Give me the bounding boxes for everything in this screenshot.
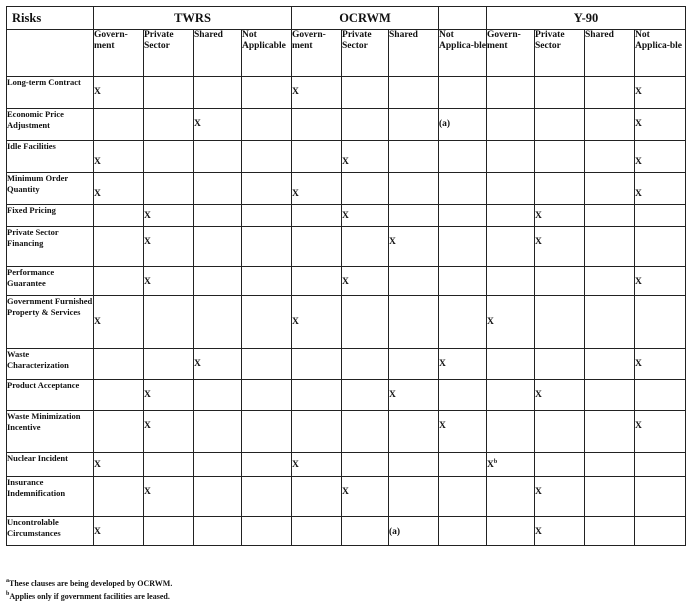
cell-mark: X: [94, 87, 101, 97]
table-cell: [194, 77, 242, 109]
subheader-ocrwm-not-applicable: Not Applica-ble: [439, 30, 487, 77]
table-row: [7, 296, 686, 349]
table-cell: [242, 141, 292, 173]
table-cell: [439, 517, 487, 546]
table-cell: [439, 349, 487, 380]
cell-mark: X: [535, 390, 542, 400]
subheader-y90-shared: Shared: [585, 30, 635, 77]
subheader-blank: [7, 30, 94, 77]
footnote-b-text: Applies only if government facilities are leased.: [9, 592, 170, 601]
footnote-b-ref: b: [493, 459, 498, 465]
subheader-twrs-private: Private Sector: [144, 30, 194, 77]
table-cell: [144, 380, 194, 411]
table-cell: [635, 296, 686, 349]
table-cell: [439, 380, 487, 411]
table-cell: [144, 453, 194, 477]
table-cell: [635, 349, 686, 380]
table-row: [7, 477, 686, 517]
subheader-y90-private: Private Sector: [535, 30, 585, 77]
table-cell: [292, 296, 342, 349]
risk-label: Uncontrolable Circumstances: [7, 517, 94, 546]
table-cell: [535, 227, 585, 267]
subheader-twrs-not-applicable: Not Applicable: [242, 30, 292, 77]
table-row: [7, 517, 686, 546]
table-cell: [439, 141, 487, 173]
table-row: [7, 453, 686, 477]
table-row: [7, 380, 686, 411]
table-cell: [535, 173, 585, 205]
table-cell: [194, 411, 242, 453]
table-cell: [342, 109, 389, 141]
cell-mark: X: [94, 157, 101, 167]
table-cell: [144, 296, 194, 349]
table-cell: [194, 141, 242, 173]
risk-label: Insurance Indemnification: [7, 477, 94, 517]
table-cell: [144, 477, 194, 517]
table-cell: [94, 205, 144, 227]
table-cell: [342, 380, 389, 411]
table-cell: [389, 141, 439, 173]
table-cell: [487, 296, 535, 349]
cell-mark: X: [342, 157, 349, 167]
table-cell: [342, 77, 389, 109]
table-cell: [585, 453, 635, 477]
table-cell: [94, 380, 144, 411]
group-header-twrs: TWRS: [94, 7, 292, 30]
subheader-ocrwm-private: Private Sector: [342, 30, 389, 77]
cell-mark: X: [144, 277, 151, 287]
footnotes: [6, 576, 172, 602]
table-cell: [144, 173, 194, 205]
cell-mark: X: [535, 527, 542, 537]
table-row: [7, 227, 686, 267]
table-cell: [439, 227, 487, 267]
table-cell: [487, 173, 535, 205]
table-cell: [389, 109, 439, 141]
table-cell: [635, 109, 686, 141]
table-cell: [487, 517, 535, 546]
risk-label: Government Furnished Property & Services: [7, 296, 94, 349]
table-cell: [487, 477, 535, 517]
table-cell: [144, 227, 194, 267]
table-cell: [389, 227, 439, 267]
table-cell: [194, 267, 242, 296]
table-cell: [585, 477, 635, 517]
subheader-y90-government: Govern-ment: [487, 30, 535, 77]
table-cell: [292, 77, 342, 109]
table-cell: [94, 477, 144, 517]
table-cell: [635, 77, 686, 109]
table-cell: [585, 411, 635, 453]
table-cell: [585, 227, 635, 267]
table-cell: [342, 477, 389, 517]
cell-mark: X: [439, 421, 446, 431]
cell-mark: X: [635, 359, 642, 369]
table-row: [7, 411, 686, 453]
table-cell: [242, 77, 292, 109]
table-cell: [487, 267, 535, 296]
cell-mark: X: [144, 390, 151, 400]
footnote-b-marker: b: [6, 591, 10, 597]
table-cell: [535, 141, 585, 173]
table-cell: [144, 141, 194, 173]
table-cell: [194, 453, 242, 477]
table-cell: [194, 227, 242, 267]
table-cell: [292, 411, 342, 453]
cell-mark: X: [292, 189, 299, 199]
footnote-a-marker: a: [6, 578, 9, 584]
risks-column-header: Risks: [7, 7, 94, 30]
table-cell: [242, 411, 292, 453]
table-cell: [487, 349, 535, 380]
table-cell: [94, 267, 144, 296]
table-row: [7, 173, 686, 205]
cell-mark: X: [342, 277, 349, 287]
group-header-y90: Y-90: [487, 7, 686, 30]
table-cell: [144, 77, 194, 109]
table-cell: [342, 227, 389, 267]
cell-mark: X: [635, 189, 642, 199]
table-cell: [144, 205, 194, 227]
table-cell: [194, 349, 242, 380]
table-cell: [292, 109, 342, 141]
table-cell: [292, 267, 342, 296]
table-cell: [389, 173, 439, 205]
table-cell: [194, 296, 242, 349]
cell-mark: X: [292, 317, 299, 327]
cell-mark: X: [292, 459, 299, 470]
table-cell: [194, 517, 242, 546]
table-cell: [487, 205, 535, 227]
table-cell: [585, 205, 635, 227]
cell-mark: X: [535, 487, 542, 497]
table-cell: [242, 517, 292, 546]
table-cell: [635, 411, 686, 453]
risk-allocation-table: [6, 6, 686, 546]
table-cell: [439, 205, 487, 227]
cell-mark: X: [535, 210, 542, 221]
table-cell: [292, 141, 342, 173]
footnote-a-text: These clauses are being developed by OCRWM.: [9, 579, 173, 588]
table-cell: [487, 109, 535, 141]
table-cell: [242, 227, 292, 267]
table-cell: [535, 109, 585, 141]
group-header-row: [7, 7, 686, 30]
table-cell: [635, 227, 686, 267]
table-cell: [342, 205, 389, 227]
table-cell: [94, 349, 144, 380]
table-cell: [585, 77, 635, 109]
subheader-twrs-shared: Shared: [194, 30, 242, 77]
table-cell: [535, 296, 585, 349]
risk-label: Fixed Pricing: [7, 205, 94, 227]
table-cell: [389, 517, 439, 546]
table-cell: [94, 296, 144, 349]
table-cell: [635, 380, 686, 411]
table-cell: [535, 267, 585, 296]
table-cell: [342, 411, 389, 453]
table-cell: [635, 141, 686, 173]
table-cell: [389, 411, 439, 453]
cell-mark: X: [94, 189, 101, 199]
table-cell: [389, 349, 439, 380]
risk-table-body: [7, 77, 686, 546]
risk-label: Waste Minimization Incentive: [7, 411, 94, 453]
table-cell: [487, 411, 535, 453]
risk-label: Private Sector Financing: [7, 227, 94, 267]
table-cell: [194, 205, 242, 227]
table-cell: [635, 517, 686, 546]
table-cell: [585, 517, 635, 546]
table-cell: [535, 411, 585, 453]
cell-mark: X: [144, 210, 151, 221]
table-row: [7, 349, 686, 380]
cell-mark: X: [535, 237, 542, 247]
table-cell: [194, 477, 242, 517]
table-cell: [635, 453, 686, 477]
risk-label: Long-term Contract: [7, 77, 94, 109]
group-header-y90-spacer: [439, 7, 487, 30]
table-cell: [342, 296, 389, 349]
table-cell: [242, 296, 292, 349]
cell-mark: X: [342, 487, 349, 497]
table-cell: [487, 453, 535, 477]
table-cell: [635, 205, 686, 227]
table-cell: [585, 109, 635, 141]
cell-mark: X: [635, 277, 642, 287]
table-cell: [535, 380, 585, 411]
table-row: [7, 205, 686, 227]
table-cell: [389, 477, 439, 517]
cell-mark: X: [635, 421, 642, 431]
cell-mark: X: [342, 210, 349, 221]
table-cell: [635, 173, 686, 205]
risk-label: Idle Facilities: [7, 141, 94, 173]
risk-label: Nuclear Incident: [7, 453, 94, 477]
cell-mark: X: [144, 487, 151, 497]
cell-mark: X: [439, 359, 446, 369]
table-cell: [439, 411, 487, 453]
table-cell: [439, 109, 487, 141]
table-cell: [144, 267, 194, 296]
table-cell: [439, 173, 487, 205]
cell-mark: (a): [389, 527, 401, 537]
cell-mark: X: [487, 317, 494, 327]
table-cell: [144, 349, 194, 380]
footnote-a: [6, 576, 172, 589]
table-cell: [585, 173, 635, 205]
table-cell: [585, 296, 635, 349]
subheader-y90-not-applicable: Not Applica-ble: [635, 30, 686, 77]
cell-mark: X: [94, 317, 101, 327]
cell-mark: X: [635, 119, 642, 129]
table-cell: [389, 296, 439, 349]
risk-label: Economic Price Adjustment: [7, 109, 94, 141]
table-row: [7, 77, 686, 109]
table-cell: [389, 453, 439, 477]
cell-mark: X: [194, 119, 201, 129]
table-cell: [535, 477, 585, 517]
table-cell: [242, 349, 292, 380]
table-cell: [585, 349, 635, 380]
table-cell: [389, 380, 439, 411]
cell-mark: X: [94, 527, 101, 537]
footnote-b: [6, 589, 172, 602]
table-cell: [487, 380, 535, 411]
subheader-row: [7, 30, 686, 77]
table-cell: [342, 453, 389, 477]
table-cell: [585, 267, 635, 296]
subheader-twrs-government: Govern-ment: [94, 30, 144, 77]
cell-mark: X: [487, 460, 494, 470]
table-cell: [535, 77, 585, 109]
table-cell: [94, 141, 144, 173]
risk-label: Minimum Order Quantity: [7, 173, 94, 205]
table-cell: [292, 477, 342, 517]
table-cell: [439, 77, 487, 109]
table-cell: [94, 227, 144, 267]
cell-mark: X: [389, 237, 396, 247]
table-cell: [342, 517, 389, 546]
table-cell: [292, 173, 342, 205]
table-cell: [439, 453, 487, 477]
table-cell: [342, 267, 389, 296]
table-cell: [242, 267, 292, 296]
table-cell: [94, 173, 144, 205]
table-cell: [94, 453, 144, 477]
table-cell: [585, 141, 635, 173]
table-cell: [535, 517, 585, 546]
cell-mark: X: [635, 87, 642, 97]
table-cell: [292, 349, 342, 380]
table-cell: [194, 380, 242, 411]
table-cell: [144, 109, 194, 141]
risk-label: Performance Guarantee: [7, 267, 94, 296]
table-cell: [389, 77, 439, 109]
table-cell: [292, 517, 342, 546]
table-cell: [535, 349, 585, 380]
table-cell: [194, 109, 242, 141]
table-cell: [487, 141, 535, 173]
table-cell: [292, 380, 342, 411]
table-cell: [94, 77, 144, 109]
table-cell: [194, 173, 242, 205]
risk-label: Waste Characterization: [7, 349, 94, 380]
table-cell: [94, 517, 144, 546]
subheader-ocrwm-shared: Shared: [389, 30, 439, 77]
table-cell: [242, 173, 292, 205]
table-row: [7, 141, 686, 173]
table-cell: [535, 205, 585, 227]
table-cell: [439, 267, 487, 296]
table-cell: [389, 267, 439, 296]
cell-mark: X: [389, 390, 396, 400]
table-cell: [635, 477, 686, 517]
table-cell: [94, 411, 144, 453]
table-cell: [242, 205, 292, 227]
table-cell: [94, 109, 144, 141]
cell-mark: (a): [439, 119, 451, 129]
table-cell: [487, 77, 535, 109]
table-cell: [292, 453, 342, 477]
table-cell: [292, 205, 342, 227]
table-cell: [389, 205, 439, 227]
cell-mark: X: [292, 87, 299, 97]
table-cell: [242, 109, 292, 141]
cell-mark: X: [194, 359, 201, 369]
table-cell: [439, 296, 487, 349]
subheader-ocrwm-government: Govern-ment: [292, 30, 342, 77]
table-cell: [292, 227, 342, 267]
group-header-ocrwm: OCRWM: [292, 7, 439, 30]
table-cell: [144, 411, 194, 453]
cell-mark: X: [144, 421, 151, 431]
cell-mark: X: [144, 237, 151, 247]
table-cell: [144, 517, 194, 546]
table-cell: [242, 453, 292, 477]
table-cell: [487, 227, 535, 267]
table-cell: [635, 267, 686, 296]
table-cell: [342, 349, 389, 380]
table-cell: [242, 477, 292, 517]
table-cell: [585, 380, 635, 411]
risk-label: Product Acceptance: [7, 380, 94, 411]
table-row: [7, 267, 686, 296]
table-cell: [342, 141, 389, 173]
table-row: [7, 109, 686, 141]
table-cell: [242, 380, 292, 411]
table-cell: [535, 453, 585, 477]
table-cell: [439, 477, 487, 517]
cell-mark: X: [635, 157, 642, 167]
table-cell: [342, 173, 389, 205]
cell-mark: X: [94, 459, 101, 470]
